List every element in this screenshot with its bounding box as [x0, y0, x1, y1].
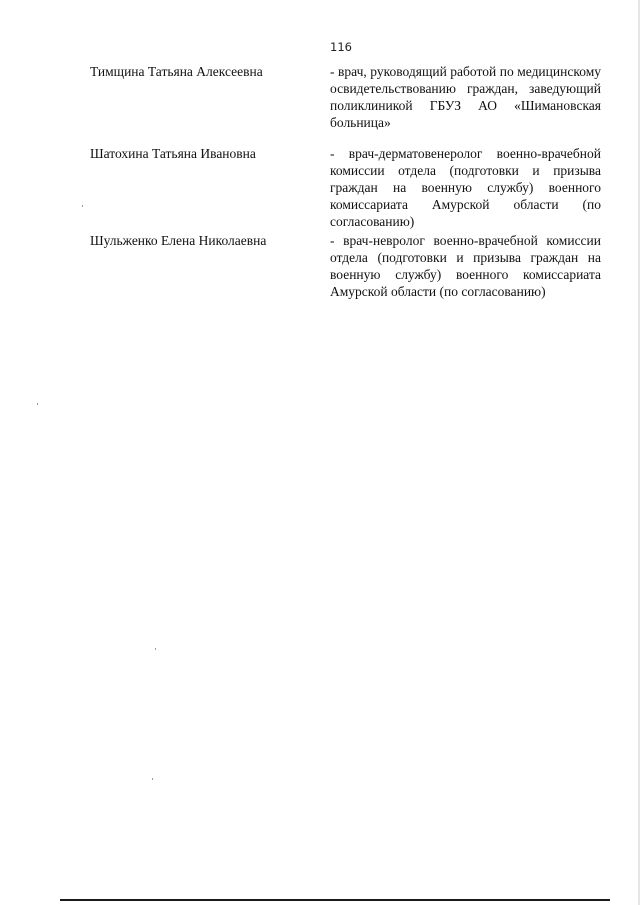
scan-speck	[155, 648, 156, 650]
member-name: Шатохина Татьяна Ивановна	[90, 146, 256, 161]
scan-bottom-border	[60, 899, 610, 901]
scan-speck	[82, 205, 83, 207]
member-name: Шульженко Елена Николаевна	[90, 233, 267, 248]
page-number: 116	[330, 40, 352, 54]
member-name: Тимщина Татьяна Алексеевна	[90, 64, 263, 79]
member-role: - врач-невролог военно-врачебной комиссии отдела (подготовки и призыва граждан на военную службу) военного комиссариата Амурской области (по согласованию)	[330, 233, 601, 299]
member-role: - врач-дерматовенеролог военно-врачебной комиссии отдела (подготовки и призыва граждан на военную службу) военного комиссариата Амурской области (по согласованию)	[330, 146, 601, 229]
scan-speck	[152, 778, 153, 780]
scan-speck	[37, 403, 38, 405]
member-role: - врач, руководящий работой по медицинскому освидетельствованию граждан, заведующий поликлиникой ГБУЗ АО «Шимановская больница»	[330, 64, 601, 130]
